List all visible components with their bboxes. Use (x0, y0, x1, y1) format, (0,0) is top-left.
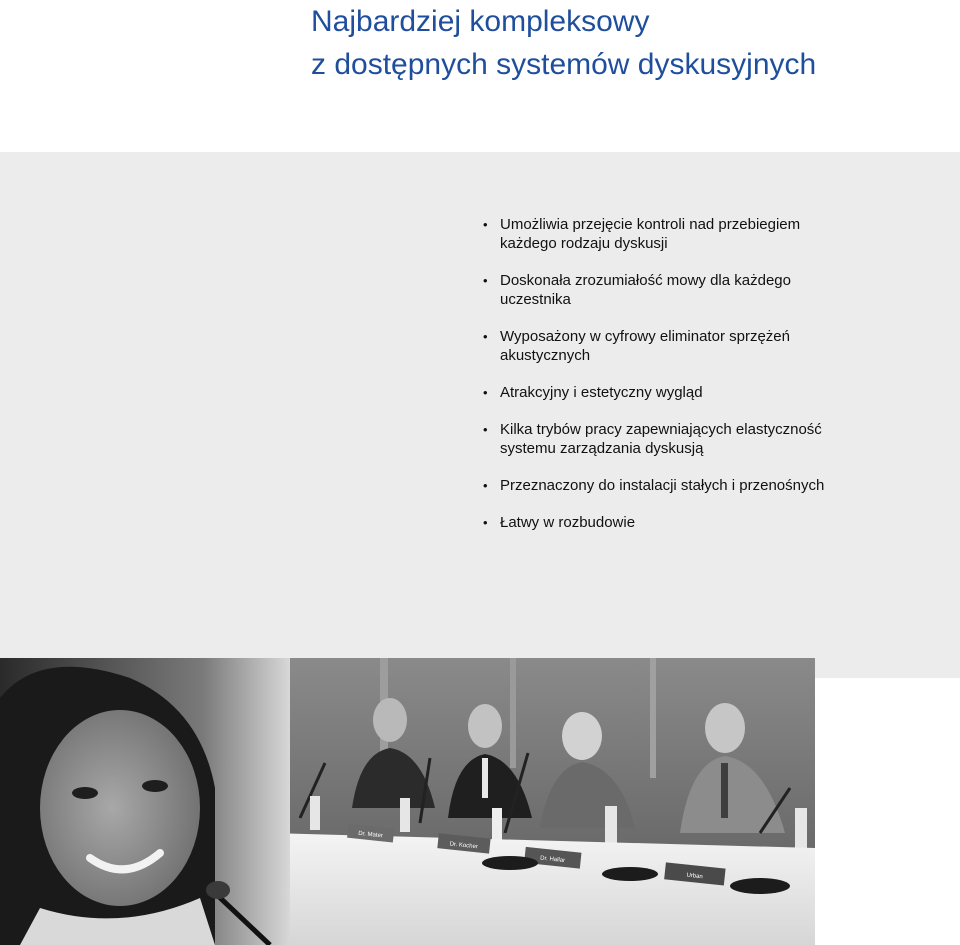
list-item-text: Doskonała zrozumiałość mowy dla każdego uczestnika (500, 272, 791, 308)
list-item (482, 327, 952, 365)
name-card-label: Dr. Hallar (539, 855, 566, 865)
bullet-icon: • (483, 273, 488, 288)
portrait-photo (0, 658, 290, 945)
list-item-text: Atrakcyjny i estetyczny wygląd (500, 384, 703, 401)
bullet-icon: • (483, 217, 488, 232)
bullet-icon: • (483, 478, 488, 493)
page-title-line-2: z dostępnych systemów dyskusyjnych (311, 48, 817, 81)
list-item-text: Przeznaczony do instalacji stałych i przenośnych (500, 477, 825, 494)
list-item (482, 513, 952, 532)
page-title-line-1: Najbardziej kompleksowy (311, 5, 650, 38)
bullet-icon: • (483, 515, 488, 530)
list-item-text: Łatwy w rozbudowie (500, 514, 636, 531)
list-item-text: Wyposażony w cyfrowy eliminator sprzężeń akustycznych (500, 328, 790, 364)
list-item (482, 383, 952, 402)
page-title (311, 0, 816, 86)
name-card-label: Urban (686, 872, 704, 881)
list-item (482, 215, 952, 253)
feature-list (482, 215, 952, 550)
list-item (482, 476, 952, 495)
list-item (482, 271, 952, 309)
list-item-text: Kilka trybów pracy zapewniających elastyczność systemu zarządzania dyskusją (500, 421, 822, 457)
conference-photo-image (270, 658, 815, 945)
conference-photo (270, 658, 815, 945)
name-card-label: Dr. Mater (357, 830, 384, 840)
list-item-text: Umożliwia przejęcie kontroli nad przebiegiem każdego rodzaju dyskusji (500, 216, 801, 252)
name-card-label: Dr. Kocher (449, 841, 479, 851)
bullet-icon: • (483, 329, 488, 344)
portrait-photo-image (0, 658, 290, 945)
list-item (482, 420, 952, 458)
bullet-icon: • (483, 385, 488, 400)
bullet-icon: • (483, 422, 488, 437)
